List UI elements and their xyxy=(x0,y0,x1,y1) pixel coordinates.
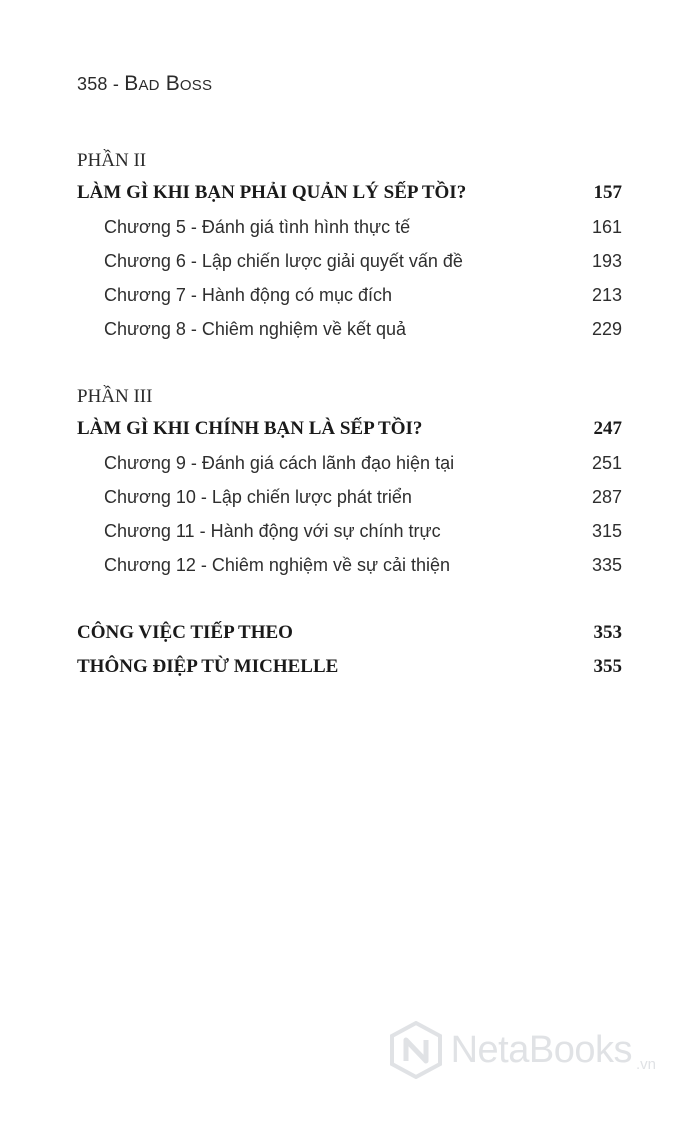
toc-entry-title: Chương 11 - Hành động với sự chính trực xyxy=(104,521,441,541)
toc-entry-page: 161 xyxy=(591,217,622,237)
toc-entry-page: 247 xyxy=(593,418,622,439)
toc-entry-title: LÀM GÌ KHI BẠN PHẢI QUẢN LÝ SẾP TỒI? xyxy=(77,182,467,203)
toc-entry-title: Chương 8 - Chiêm nghiệm về kết quả xyxy=(104,319,407,339)
toc-closing xyxy=(77,616,622,684)
toc-entry-page: 355 xyxy=(593,656,622,677)
toc-entry-chapter-5 xyxy=(77,210,622,244)
toc-entry-chapter-10 xyxy=(77,480,622,514)
toc-entry-title: Chương 12 - Chiêm nghiệm về sự cải thiện xyxy=(104,555,451,575)
toc-entry-page: 193 xyxy=(591,251,622,271)
toc-entry-title: LÀM GÌ KHI CHÍNH BẠN LÀ SẾP TỒI? xyxy=(77,418,423,439)
watermark-brand: NetaBooks xyxy=(450,1028,632,1071)
toc-entry-message xyxy=(77,650,622,684)
toc-entry-page: 229 xyxy=(591,319,622,339)
part-label: PHẦN III xyxy=(77,386,153,407)
toc-entry-page: 251 xyxy=(591,453,622,473)
part-label: PHẦN II xyxy=(77,150,147,171)
toc-entry-part-3 xyxy=(77,412,622,446)
watermark xyxy=(389,1021,656,1079)
toc-entry-chapter-8 xyxy=(77,312,622,346)
watermark-tld: .vn xyxy=(635,1056,656,1073)
toc-part-3 xyxy=(77,382,622,582)
running-head-title: Bad Boss xyxy=(124,72,213,95)
toc-entry-title: Chương 10 - Lập chiến lược phát triển xyxy=(104,487,412,507)
toc-entry-title: Chương 6 - Lập chiến lược giải quyết vấn đề xyxy=(104,251,463,271)
netabooks-logo-icon xyxy=(389,1021,443,1079)
toc-entry-title: THÔNG ĐIỆP TỪ MICHELLE xyxy=(77,656,339,677)
page-number: 358 - xyxy=(77,74,125,94)
toc-part-2 xyxy=(77,146,622,346)
toc-entry-chapter-12 xyxy=(77,548,622,582)
toc-entry-page: 213 xyxy=(591,285,622,305)
toc-entry-title: Chương 7 - Hành động có mục đích xyxy=(104,285,393,305)
toc-entry-title: Chương 5 - Đánh giá tình hình thực tế xyxy=(104,217,411,237)
toc-entry-page: 315 xyxy=(591,521,622,541)
toc-entry-next-steps xyxy=(77,616,622,650)
toc-entry-chapter-11 xyxy=(77,514,622,548)
toc-entry-part-2 xyxy=(77,176,622,210)
toc-entry-chapter-9 xyxy=(77,446,622,480)
toc-entry-page: 287 xyxy=(591,487,622,507)
toc-entry-title: Chương 9 - Đánh giá cách lãnh đạo hiện tại xyxy=(104,453,455,473)
toc-entry-page: 157 xyxy=(593,182,622,203)
toc-entry-page: 353 xyxy=(593,622,622,643)
running-head xyxy=(77,72,212,96)
toc-entry-chapter-7 xyxy=(77,278,622,312)
toc-entry-page: 335 xyxy=(591,555,622,575)
toc-entry-title: CÔNG VIỆC TIẾP THEO xyxy=(77,622,293,643)
toc-entry-chapter-6 xyxy=(77,244,622,278)
